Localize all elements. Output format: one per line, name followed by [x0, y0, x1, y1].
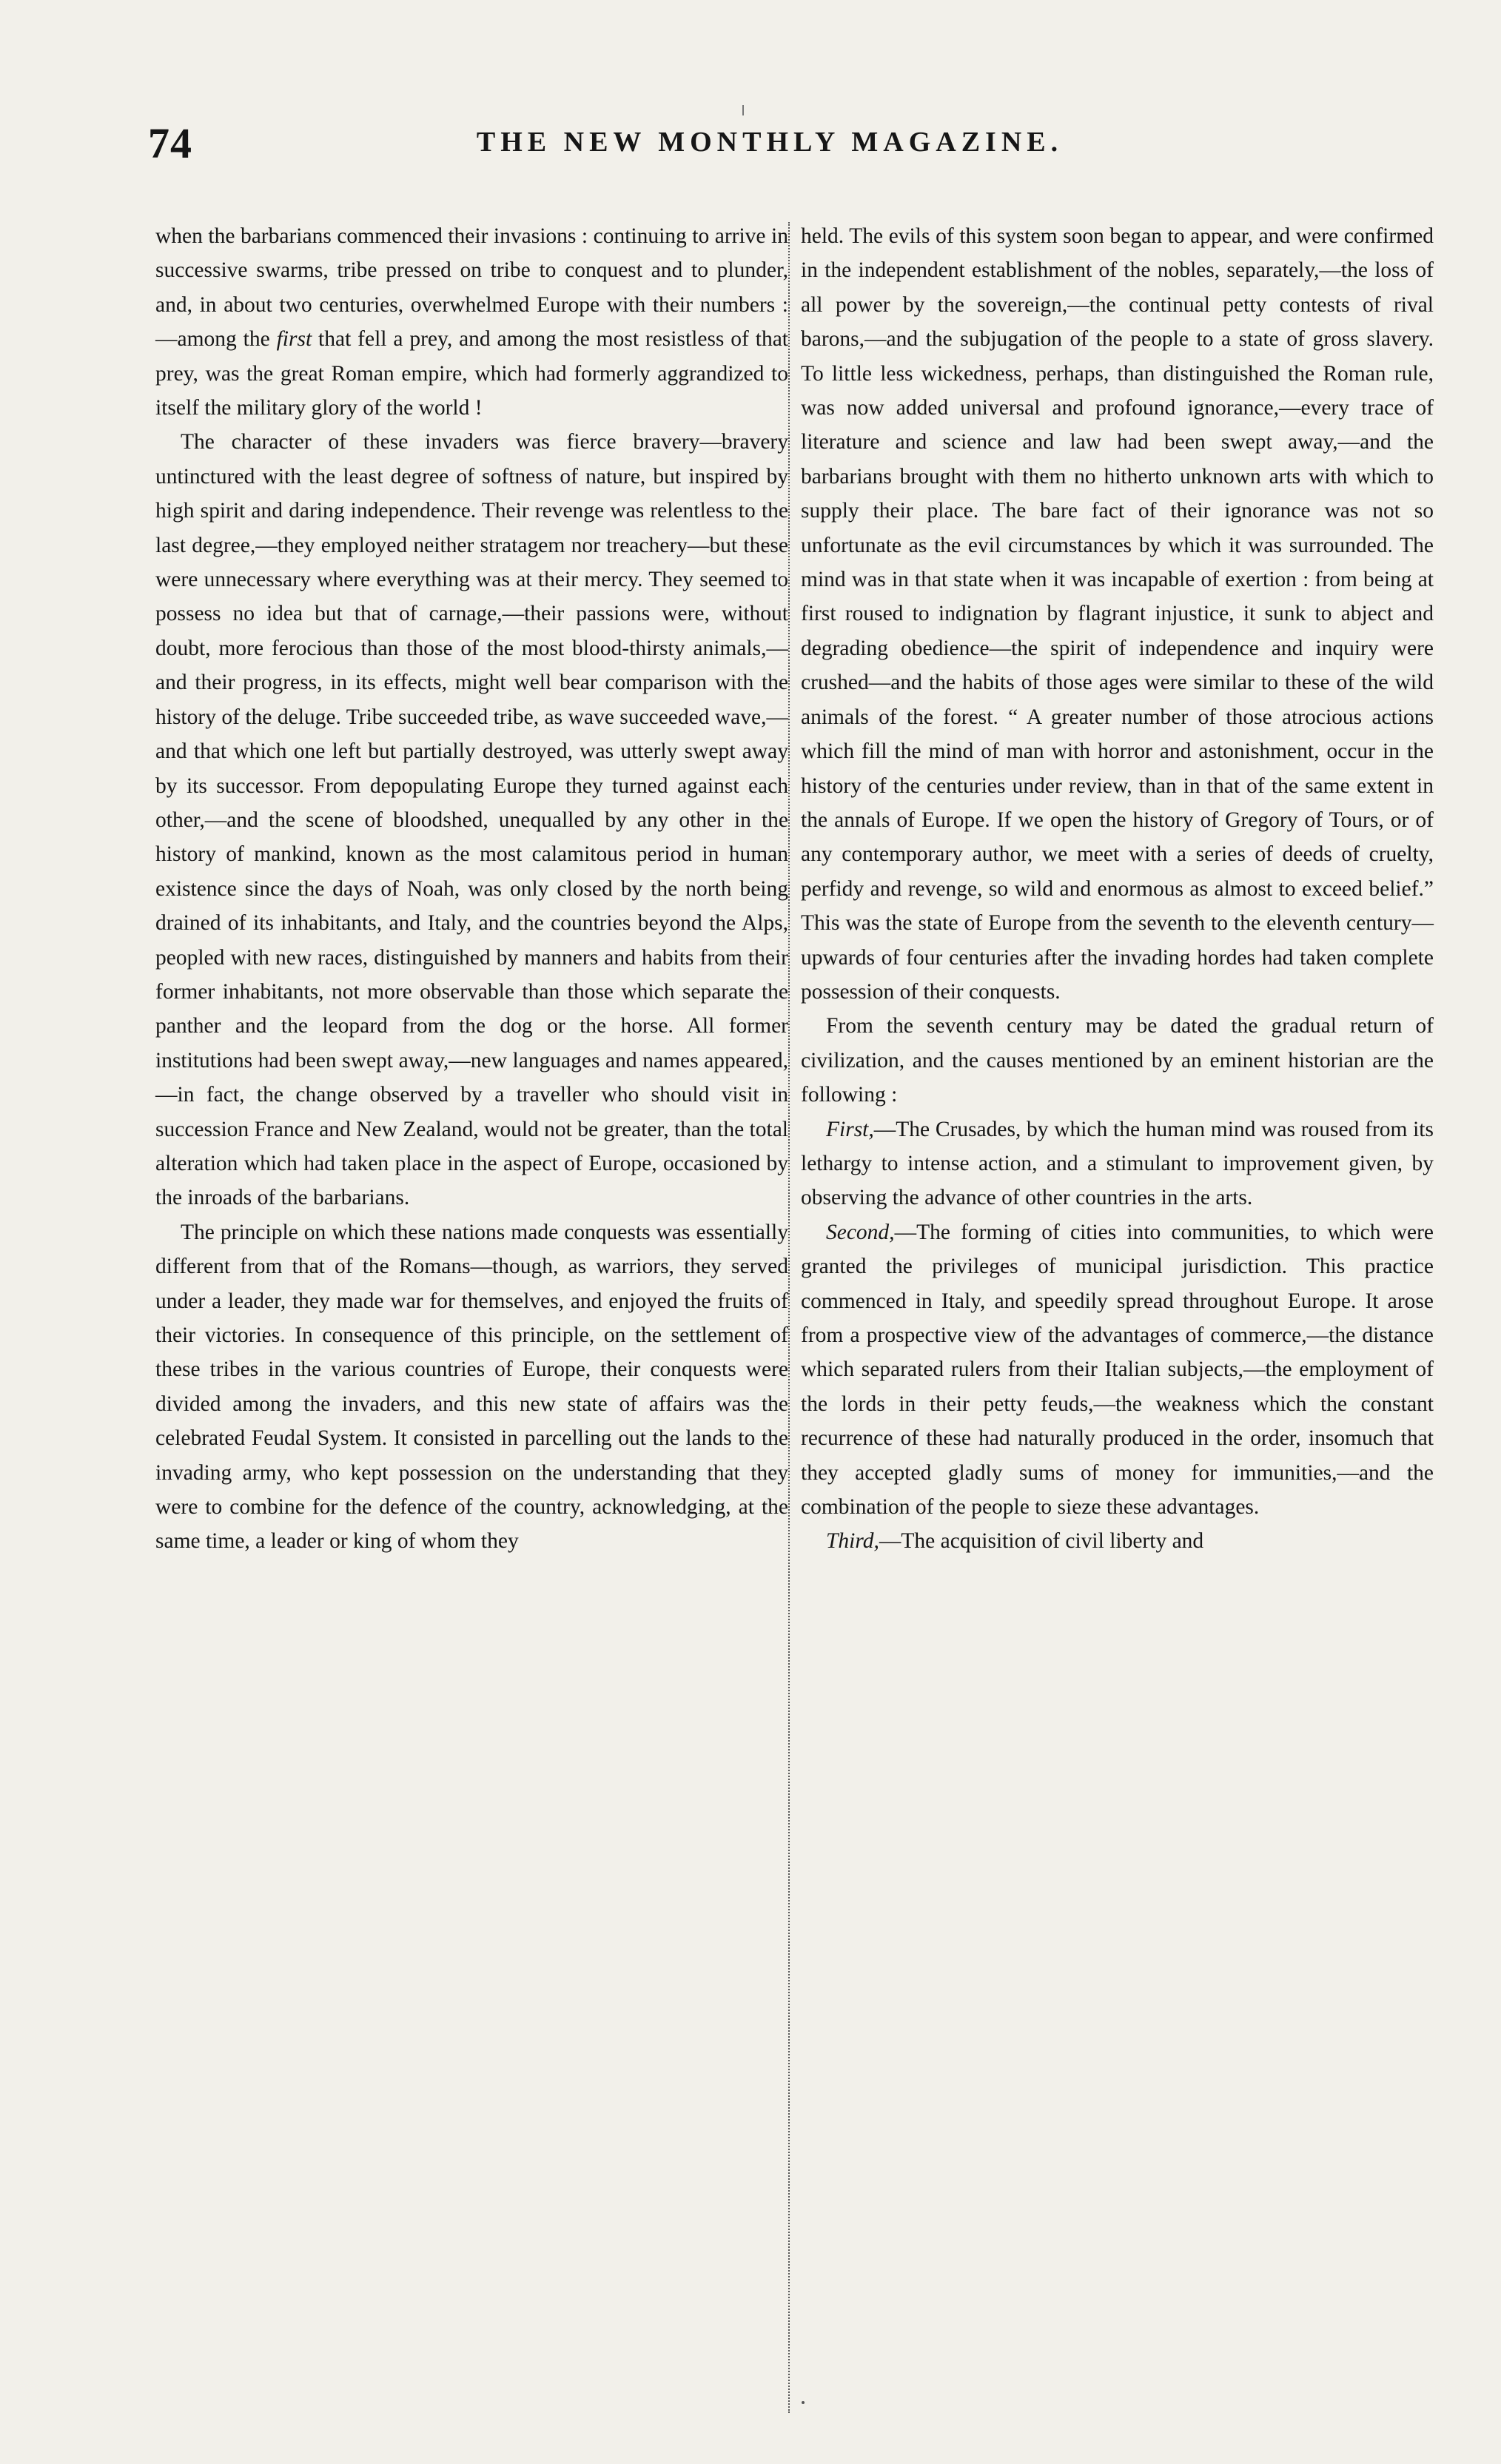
right-p5-emphasis: Third,	[826, 1529, 879, 1554]
left-p1-text: when the barbarians commenced their invasions : continuing to arrive in successive swarms, tribe pressed on tribe to conquest and to plunder, and, in about two centuries, overwhelmed Europe with their numbers :—among the	[155, 224, 788, 352]
left-p1-end: that fell a prey, and among the most resistless of that prey, was the great Roman empire, which had formerly aggrandized to itself the military glory of the world !	[155, 327, 788, 420]
left-paragraph-3: The principle on which these nations made conquests was essentially different from that of the Romans—though, as warriors, they served under a leader, they made war for themselves, and enjoyed the fruits of their victories. In consequence of this principle, on the settlement of these tribes in the various countries of Europe, their conquests were divided among the invaders, and this new state of affairs was the celebrated Feudal System. It consisted in parcelling out the lands to the invading army, who kept possession on the understanding that they were to combine for the defence of the country, acknowledging, at the same time, a leader or king of whom they	[155, 1220, 788, 1554]
right-column	[801, 219, 1434, 1559]
left-paragraph-1	[155, 219, 788, 425]
printer-mark	[742, 105, 744, 115]
right-p4-emphasis: Second,	[826, 1220, 895, 1244]
left-column	[155, 219, 788, 1559]
right-paragraph-4	[801, 1215, 1434, 1525]
right-paragraph-2: From the seventh century may be dated the gradual return of civilization, and the causes mentioned by an eminent historian are the following :	[801, 1014, 1434, 1107]
right-p4-text: —The forming of cities into communities, to which were granted the privileges of municipal jurisdiction. This practice commenced in Italy, and speedily spread throughout Europe. It arose from a prospective view of the advantages of commerce,—the distance which separated rulers from their Italian subjects,—the employment of the lords in their petty feuds,—the weakness which the constant recurrence of these had naturally produced in the order, insomuch that they accepted gladly sums of money for immunities,—and the combination of the people to sieze these advantages.	[801, 1220, 1434, 1520]
right-paragraph-5	[801, 1524, 1434, 1558]
running-head	[148, 118, 1391, 178]
right-p5-text: —The acquisition of civil liberty and	[879, 1529, 1204, 1554]
right-p3-emphasis: First,	[826, 1117, 874, 1141]
left-paragraph-2: The character of these invaders was fierce bravery—bravery untinctured with the least degree of softness of nature, but inspired by high spirit and daring independence. Their revenge was relentless to the last degree,—they employed neither stratagem nor treachery—but these were unnecessary where everything was at their mercy. They seemed to possess no idea but that of carnage,—their passions were, without doubt, more ferocious than those of the most blood-thirsty animals,—and their progress, in its effects, might well bear comparison with the history of the deluge. Tribe succeeded tribe, as wave succeeded wave,—and that which one left but partially destroyed, was utterly swept away by its successor. From depopulating Europe they turned against each other,—and the scene of bloodshed, unequalled by any other in the history of mankind, known as the most calamitous period in human existence since the days of Noah, was only closed by the north being drained of its inhabitants, and Italy, and the countries beyond the Alps, peopled with new races, distinguished by manners and habits from their former inhabitants, not more observable than those which separate the panther and the leopard from the dog or the horse. All former institutions had been swept away,—new languages and names appeared,—in fact, the change observed by a traveller who should visit in succession France and New Zealand, would not be greater, than the total alteration which had taken place in the aspect of Europe, occasioned by the inroads of the barbarians.	[155, 430, 788, 1210]
page-number: 74	[148, 119, 192, 167]
ink-speck	[802, 2401, 805, 2404]
running-title: THE NEW MONTHLY MAGAZINE.	[476, 127, 1064, 158]
left-p1-emphasis: first	[276, 327, 312, 352]
right-p3-text: —The Crusades, by which the human mind was roused from its lethargy to intense action, and a stimulant to improvement given, by observing the advance of other countries in the arts.	[801, 1117, 1434, 1210]
right-paragraph-1: held. The evils of this system soon began to appear, and were confirmed in the independent establishment of the nobles, separately,—the loss of all power by the sovereign,—the continual petty contests of rival barons,—and the subjugation of the people to a state of gross slavery. To little less wickedness, perhaps, than distinguished the Roman rule, was now added universal and profound ignorance,—every trace of literature and science and law had been swept away,—and the barbarians brought with them no hitherto unknown arts with which to supply their place. The bare fact of their ignorance was not so unfortunate as the evil circumstances by which it was surrounded. The mind was in that state when it was incapable of exertion : from being at first roused to indignation by flagrant injustice, it sunk to abject and degrading obedience—the spirit of independence and inquiry were crushed—and the habits of those ages were similar to these of the wild animals of the forest. “ A greater number of those atrocious actions which fill the mind of man with horror and astonishment, occur in the history of the centuries under review, than in that of the same extent in the annals of Europe. If we open the history of Gregory of Tours, or of any contemporary author, we meet with a series of deeds of cruelty, perfidy and revenge, so wild and enormous as almost to exceed belief.” This was the state of Europe from the seventh to the eleventh century—upwards of four centuries after the invading hordes had taken complete possession of their conquests.	[801, 224, 1434, 1004]
column-rule	[788, 222, 790, 2413]
right-paragraph-3	[801, 1112, 1434, 1215]
